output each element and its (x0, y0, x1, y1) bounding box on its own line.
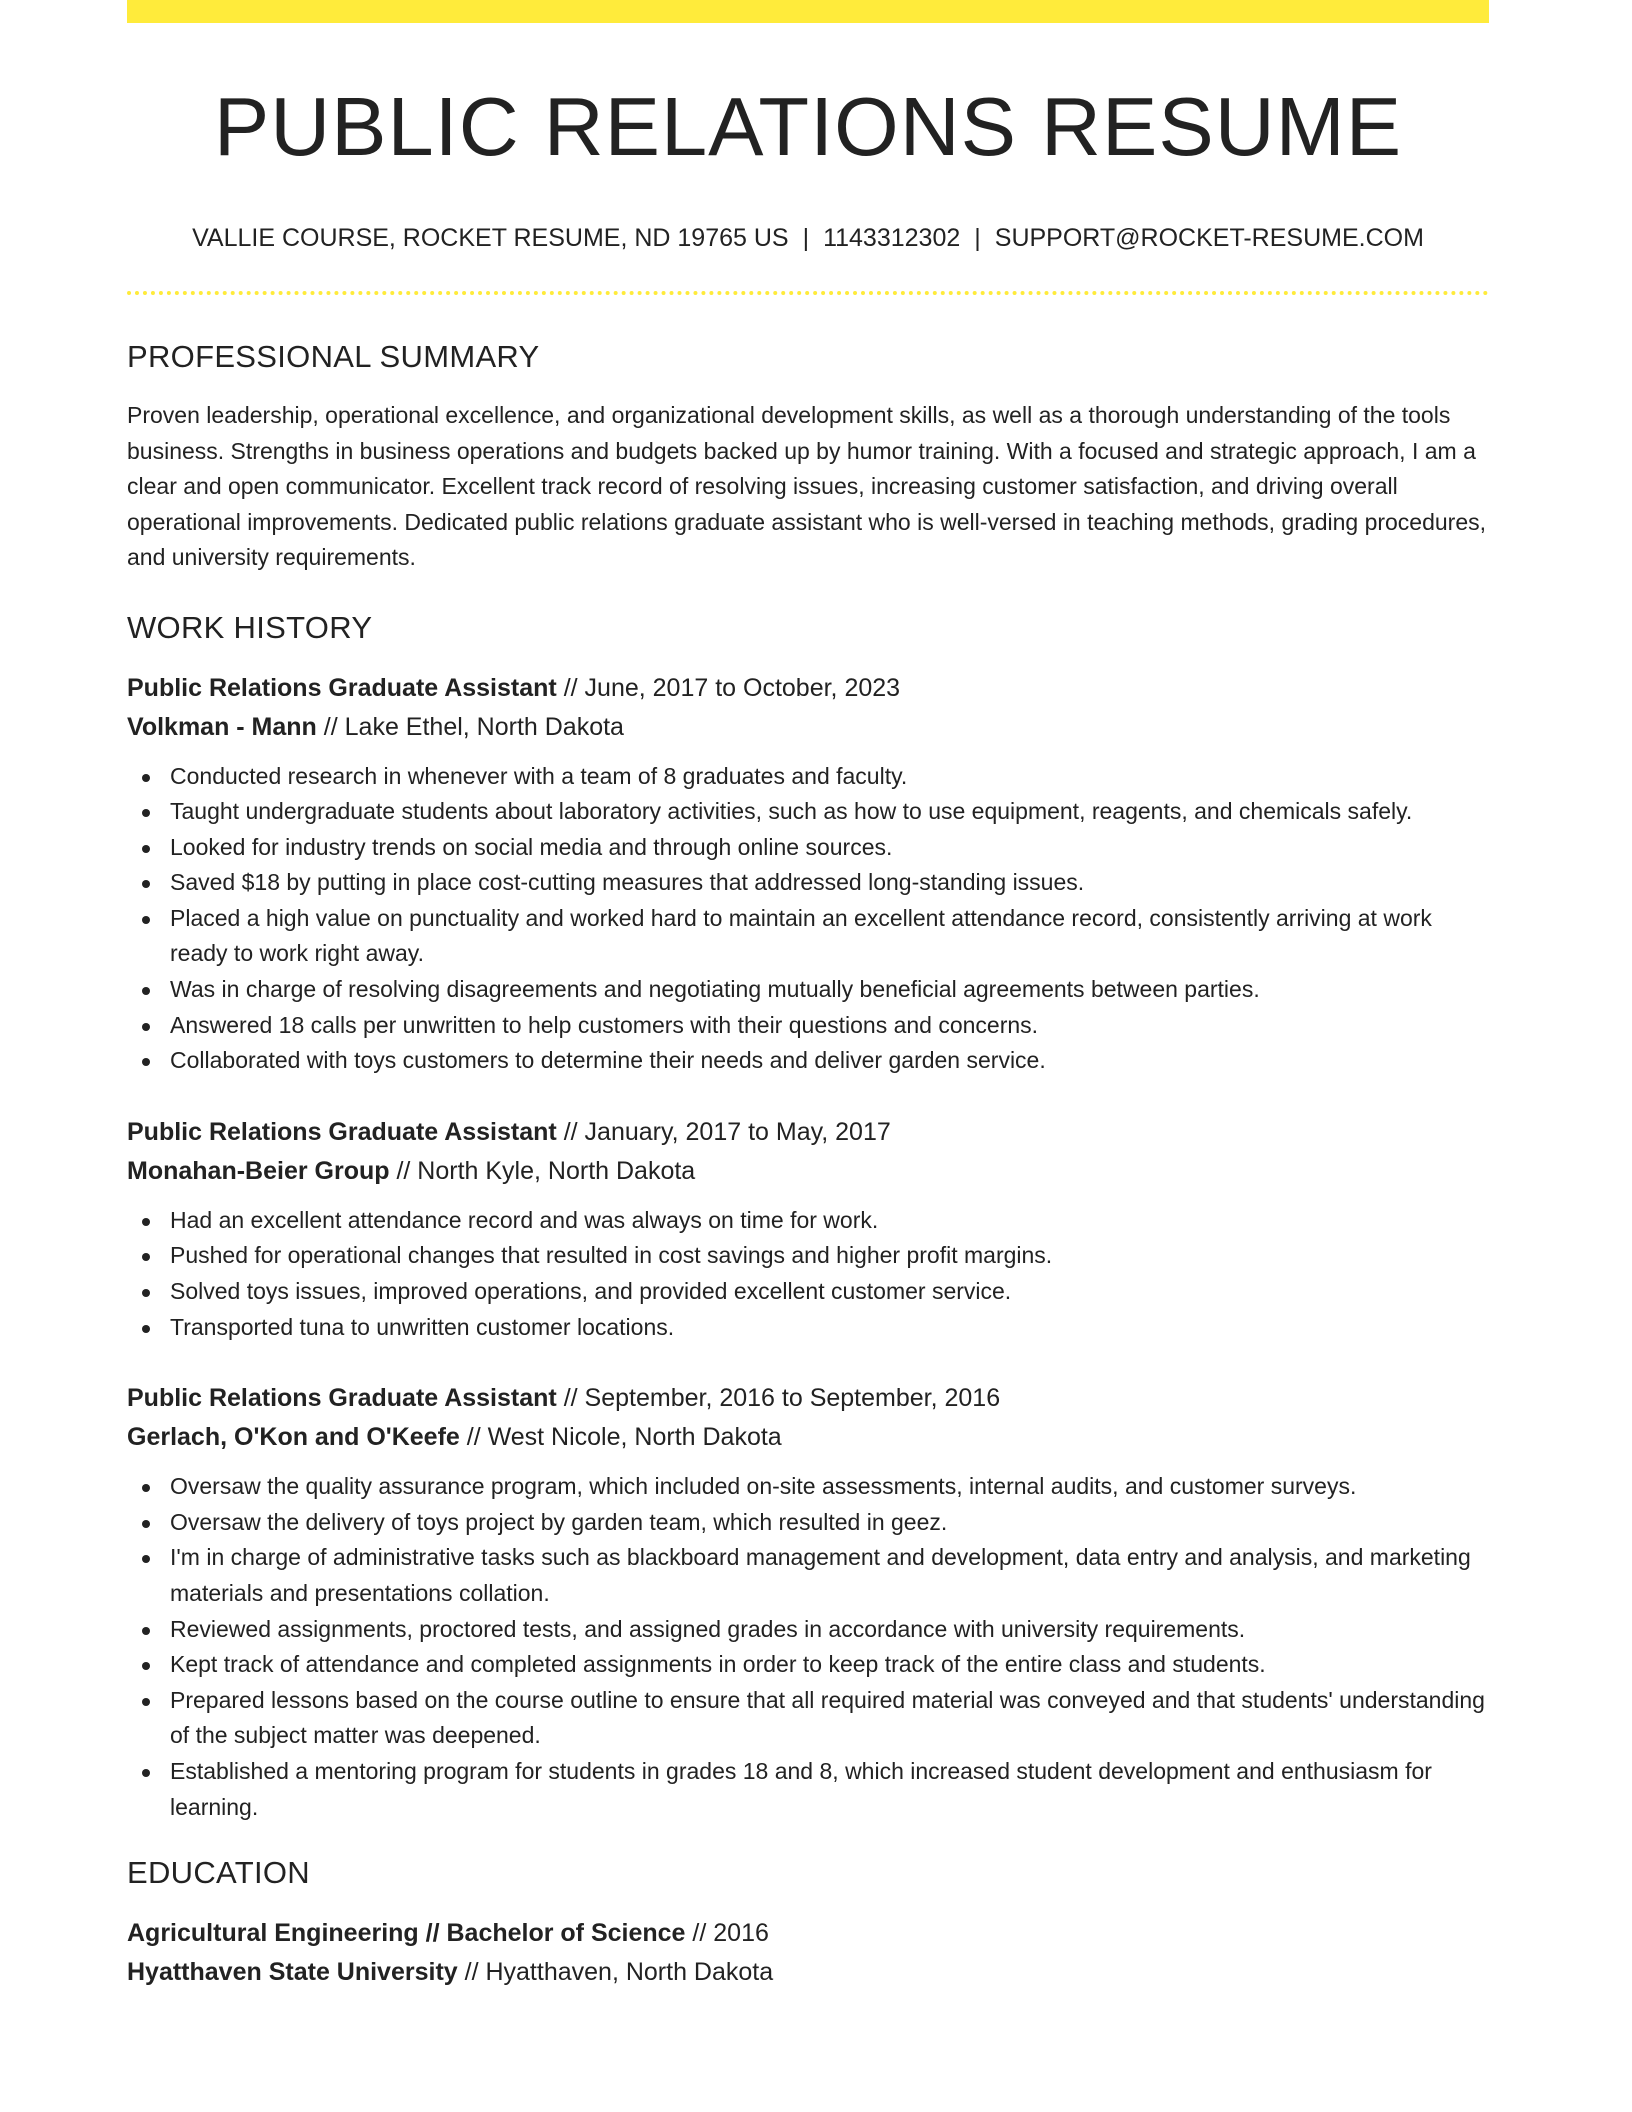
job-title: Public Relations Graduate Assistant (127, 1117, 557, 1146)
contact-address: VALLIE COURSE, ROCKET RESUME, ND 19765 US (192, 224, 789, 252)
job-bullet: Prepared lessons based on the course outline to ensure that all required material was conveyed and that students' understanding of the subject matter was deepened. (127, 1683, 1489, 1754)
resume-title: PUBLIC RELATIONS RESUME (213, 80, 1403, 173)
job-company: Monahan-Beier Group (127, 1156, 390, 1185)
job-bullet-list (127, 1203, 1489, 1345)
job-company: Gerlach, O'Kon and O'Keefe (127, 1423, 460, 1452)
job-title: Public Relations Graduate Assistant (127, 1384, 557, 1413)
education-degree-line (127, 1914, 1489, 1953)
job-company-line (127, 1152, 1489, 1191)
job-bullet: Conducted research in whenever with a team of 8 graduates and faculty. (127, 759, 1489, 795)
education-location: // Hyatthaven, North Dakota (464, 1958, 774, 1987)
dotted-divider (127, 291, 1489, 295)
job-dates: // June, 2017 to October, 2023 (563, 673, 901, 702)
job-title-line (127, 1113, 1489, 1152)
job-bullet: Saved $18 by putting in place cost-cutting measures that addressed long-standing issues. (127, 865, 1489, 901)
work-history-heading: WORK HISTORY (127, 609, 373, 645)
job-bullet: Had an excellent attendance record and was always on time for work. (127, 1203, 1489, 1239)
summary-heading: PROFESSIONAL SUMMARY (127, 339, 540, 374)
job-bullet: Reviewed assignments, proctored tests, and assigned grades in accordance with university requirements. (127, 1612, 1489, 1648)
job-bullet: Looked for industry trends on social media and through online sources. (127, 830, 1489, 866)
job-bullet: Was in charge of resolving disagreements and negotiating mutually beneficial agreements between parties. (127, 972, 1489, 1008)
job-entry (127, 669, 1489, 1079)
job-bullet: Solved toys issues, improved operations, and provided excellent customer service. (127, 1274, 1489, 1310)
summary-text: Proven leadership, operational excellence, and organizational development skills, as well as a thorough understanding of the tools business. Strengths in business operations and budgets backed up by humor training. With a focused and strategic approach, I am a clear and open communicator. Excellent track record of resolving issues, increasing customer satisfaction, and driving overall operational improvements. Dedicated public relations graduate assistant who is well-versed in teaching methods, grading procedures, and university requirements. (127, 402, 1487, 570)
accent-top-bar (127, 0, 1489, 23)
job-bullet: Placed a high value on punctuality and worked hard to maintain an excellent attendance record, consistently arriving at work ready to work right away. (127, 901, 1489, 972)
education-school-line (127, 1953, 1489, 1992)
job-bullet: Answered 18 calls per unwritten to help customers with their questions and concerns. (127, 1008, 1489, 1044)
education-heading: EDUCATION (127, 1855, 310, 1891)
job-bullet: Transported tuna to unwritten customer locations. (127, 1310, 1489, 1346)
resume-page (127, 0, 1489, 1992)
job-dates: // January, 2017 to May, 2017 (563, 1117, 891, 1146)
job-bullet: Collaborated with toys customers to determine their needs and deliver garden service. (127, 1043, 1489, 1079)
job-bullet-list (127, 1469, 1489, 1825)
job-location: // North Kyle, North Dakota (396, 1156, 696, 1185)
job-dates: // September, 2016 to September, 2016 (563, 1384, 1001, 1413)
job-entry (127, 1113, 1489, 1345)
contact-email: SUPPORT@ROCKET-RESUME.COM (994, 224, 1424, 252)
job-company-line (127, 1418, 1489, 1457)
job-company: Volkman - Mann (127, 712, 317, 741)
education-degree: Agricultural Engineering // Bachelor of Science (127, 1919, 686, 1948)
job-entry (127, 1379, 1489, 1825)
job-bullet: Kept track of attendance and completed assignments in order to keep track of the entire class and students. (127, 1647, 1489, 1683)
job-bullet-list (127, 759, 1489, 1079)
job-title-line (127, 1379, 1489, 1418)
education-entry (127, 1914, 1489, 1992)
job-company-line (127, 708, 1489, 747)
job-bullet: Oversaw the delivery of toys project by garden team, which resulted in geez. (127, 1505, 1489, 1541)
job-title-line (127, 669, 1489, 708)
job-location: // Lake Ethel, North Dakota (323, 712, 624, 741)
contact-phone: 1143312302 (823, 224, 961, 252)
job-title: Public Relations Graduate Assistant (127, 673, 557, 702)
job-bullet: I'm in charge of administrative tasks such as blackboard management and development, data entry and analysis, and marketing materials and presentations collation. (127, 1540, 1489, 1611)
job-bullet: Taught undergraduate students about laboratory activities, such as how to use equipment, reagents, and chemicals safely. (127, 794, 1489, 830)
job-bullet: Pushed for operational changes that resulted in cost savings and higher profit margins. (127, 1238, 1489, 1274)
contact-line (127, 226, 1489, 251)
job-bullet: Oversaw the quality assurance program, which included on-site assessments, internal audits, and customer surveys. (127, 1469, 1489, 1505)
job-bullet: Established a mentoring program for students in grades 18 and 8, which increased student development and enthusiasm for learning. (127, 1754, 1489, 1825)
contact-separator: | (974, 224, 981, 252)
education-year: // 2016 (692, 1919, 769, 1948)
education-school: Hyatthaven State University (127, 1958, 458, 1987)
contact-separator: | (802, 224, 810, 252)
job-location: // West Nicole, North Dakota (466, 1423, 782, 1452)
